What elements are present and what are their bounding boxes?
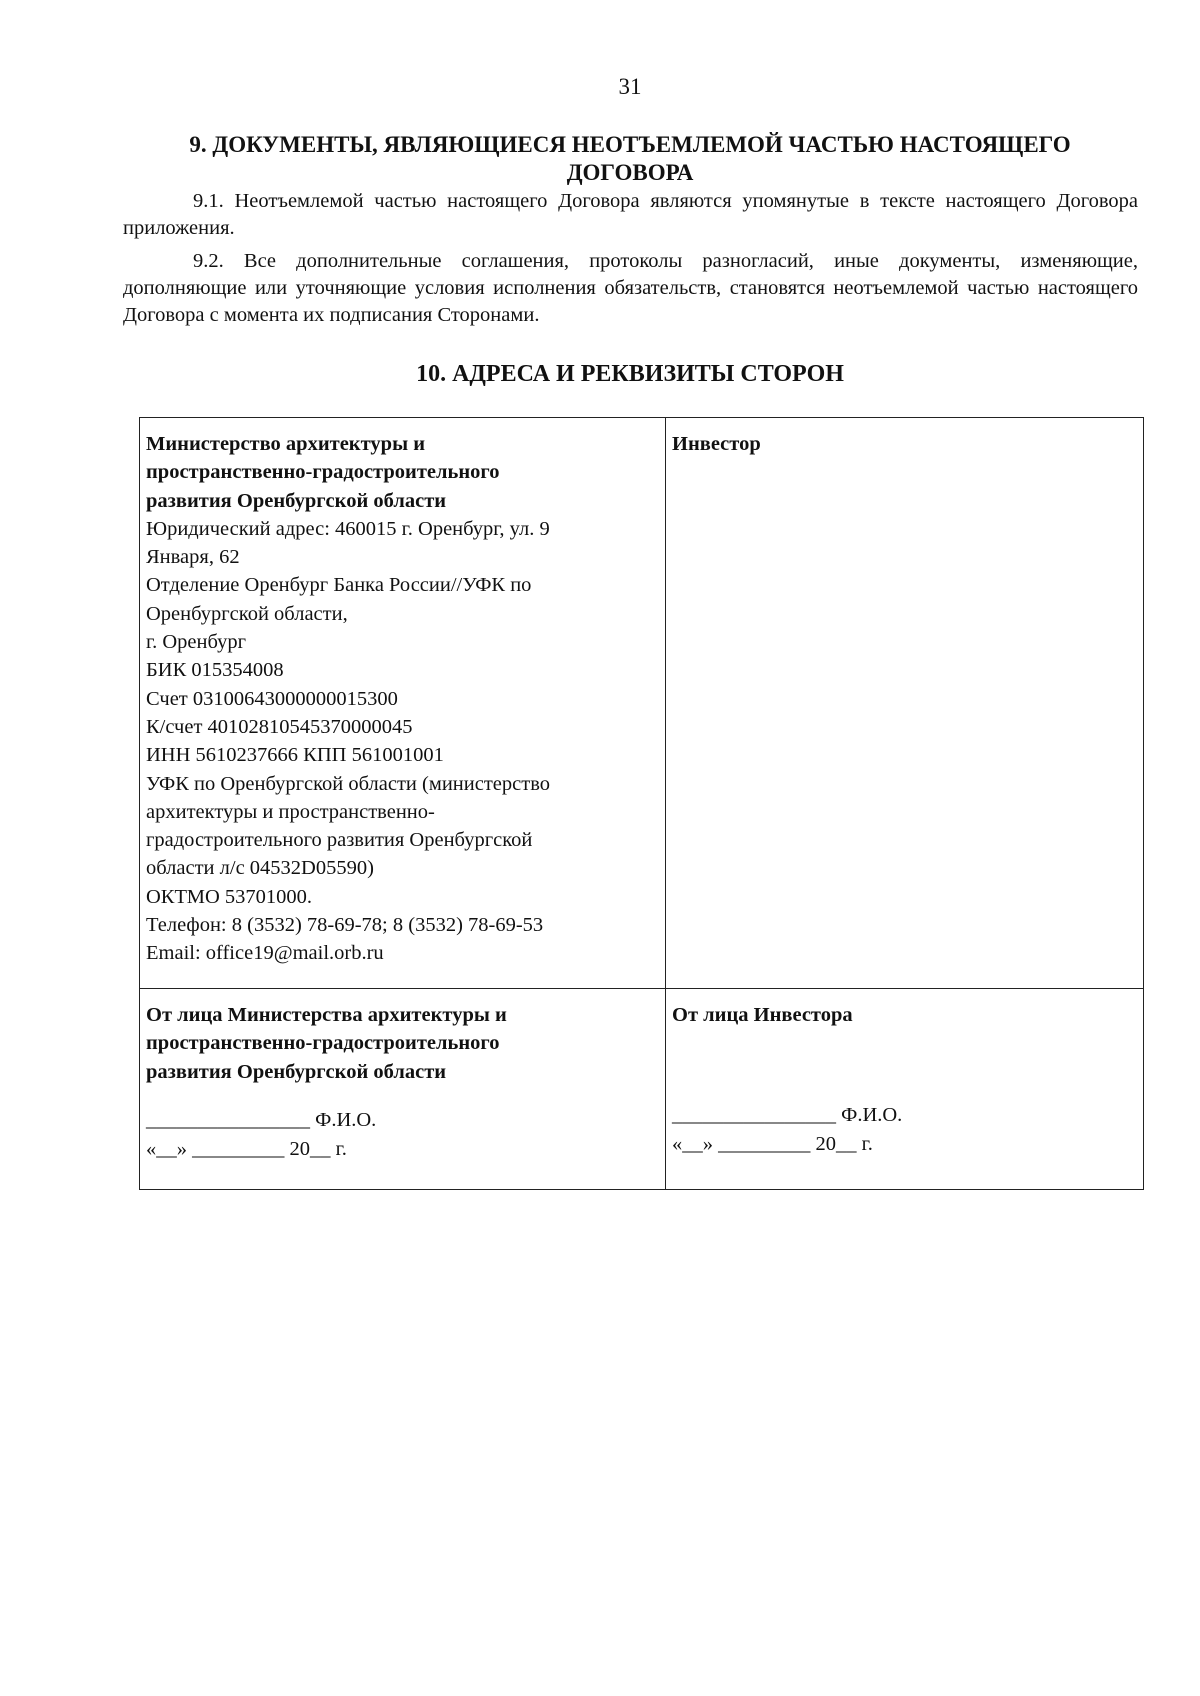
phone-line: Телефон: 8 (3532) 78-69-78; 8 (3532) 78-69-53: [146, 914, 544, 937]
paragraph-9-2: 9.2. Все дополнительные соглашения, протоколы разногласий, иные документы, изменяющие, дополняющие или уточняющие условия исполнения обязательств, становятся неотъемлемой частью настоящего Договора с момента их подписания Сторонами.: [123, 250, 1138, 326]
section-9-title-line-2: ДОГОВОРА: [566, 160, 694, 185]
investor-date-line: «__» _________ 20__ г.: [672, 1133, 873, 1156]
section-9-title: [140, 131, 1120, 187]
investor-title: Инвестор: [672, 433, 761, 455]
email-line: Email: office19@mail.orb.ru: [146, 942, 384, 965]
ministry-signature-cell: [140, 989, 666, 1190]
bank-city-line: г. Оренбург: [146, 631, 247, 654]
requisites-row: [140, 418, 1144, 989]
bank-line: Оренбургской области,: [146, 602, 348, 625]
legal-address-line: Юридический адрес: 460015 г. Оренбург, ул. 9: [146, 517, 550, 540]
ministry-name-line: развития Оренбургской области: [146, 489, 447, 512]
page-number: 31: [618, 74, 642, 99]
investor-signature-cell: [666, 989, 1144, 1190]
ufk-line: УФК по Оренбургской области (министерство: [146, 772, 550, 795]
bank-line: Отделение Оренбург Банка России//УФК по: [146, 574, 532, 597]
investor-fio-line: ________________ Ф.И.О.: [672, 1104, 903, 1127]
signature-row: [140, 989, 1144, 1190]
ministry-requisites-cell: [140, 418, 666, 989]
ufk-line: архитектуры и пространственно-: [146, 800, 435, 823]
investor-requisites-cell: [666, 418, 1144, 989]
correspondent-account-line: К/счет 40102810545370000045: [146, 715, 413, 738]
account-line: Счет 03100643000000015300: [146, 687, 398, 710]
ministry-date-line: «__» _________ 20__ г.: [146, 1137, 347, 1160]
ministry-signature-block: [146, 1106, 659, 1164]
inn-kpp-line: ИНН 5610237666 КПП 561001001: [146, 744, 444, 767]
paragraph-9-1: 9.1. Неотъемлемой частью настоящего Договора являются упомянутые в тексте настоящего Договора приложения.: [123, 190, 1138, 239]
ufk-line: градостроительного развития Оренбургской: [146, 829, 533, 852]
bik-line: БИК 015354008: [146, 659, 284, 682]
ministry-fio-line: ________________ Ф.И.О.: [146, 1108, 377, 1131]
ministry-name-line: Министерство архитектуры и: [146, 433, 426, 455]
investor-signature-block: [672, 1101, 1137, 1159]
ufk-line: области л/с 04532D05590): [146, 857, 374, 880]
ministry-signature-title-line: развития Оренбургской области: [146, 1060, 447, 1083]
oktmo-line: ОКТМО 53701000.: [146, 885, 313, 908]
section-10-title: 10. АДРЕСА И РЕКВИЗИТЫ СТОРОН: [416, 361, 844, 387]
ministry-name-line: пространственно-градостроительного: [146, 461, 500, 484]
legal-address-line: Января, 62: [146, 546, 240, 569]
section-9-title-line-1: 9. ДОКУМЕНТЫ, ЯВЛЯЮЩИЕСЯ НЕОТЪЕМЛЕМОЙ ЧАСТЬЮ НАСТОЯЩЕГО: [189, 132, 1071, 157]
investor-signature-title: От лица Инвестора: [672, 1004, 853, 1026]
requisites-table: [139, 417, 1144, 1190]
ministry-signature-title-line: От лица Министерства архитектуры и: [146, 1004, 507, 1026]
ministry-signature-title-line: пространственно-градостроительного: [146, 1032, 500, 1055]
